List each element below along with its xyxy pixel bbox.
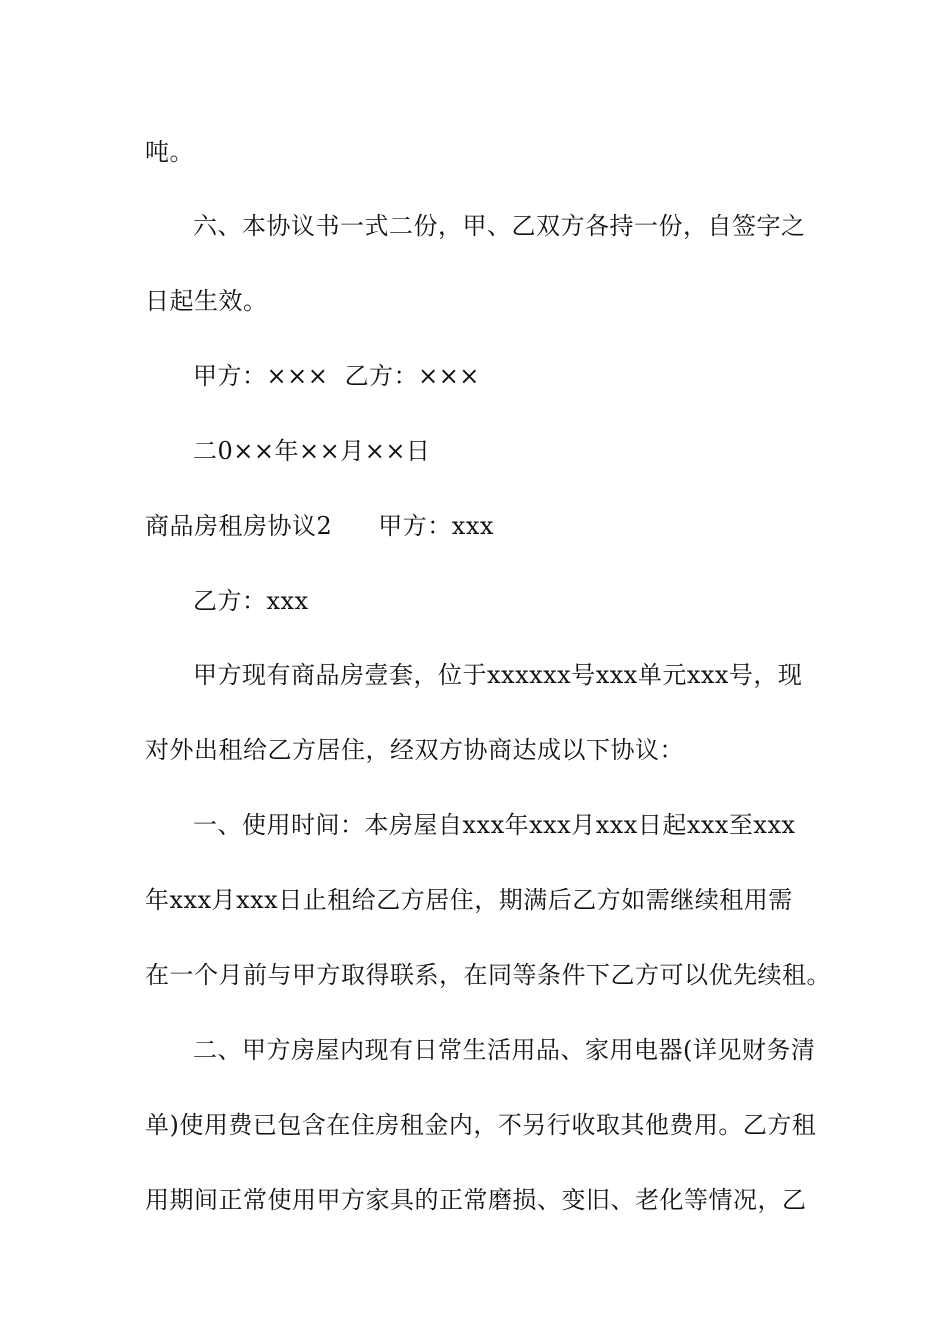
- text-line: 二、甲方房屋内现有日常生活用品、家用电器(详见财务清: [193, 1036, 816, 1064]
- signature-line: 甲方：××× 乙方：×××: [193, 362, 480, 390]
- text-line: 吨。: [145, 138, 194, 166]
- text-line: 一、使用时间：本房屋自xxx年xxx月xxx日起xxx至xxx: [193, 811, 796, 839]
- text-line: 用期间正常使用甲方家具的正常磨损、变旧、老化等情况，乙: [145, 1186, 807, 1214]
- text-line: 单)使用费已包含在住房租金内，不另行收取其他费用。乙方租: [145, 1111, 817, 1139]
- text-line: 对外出租给乙方居住，经双方协商达成以下协议：: [145, 736, 684, 764]
- text-line: 六、本协议书一式二份，甲、乙双方各持一份，自签字之: [193, 212, 806, 240]
- heading-line: [145, 511, 494, 541]
- party-a-label: 甲方：xxx: [378, 512, 494, 540]
- text-line: 在一个月前与甲方取得联系，在同等条件下乙方可以优先续租。: [145, 961, 831, 989]
- text-line: 日起生效。: [145, 287, 268, 315]
- text-line: 甲方现有商品房壹套，位于xxxxxx号xxx单元xxx号，现: [193, 661, 803, 689]
- party-b-line: 乙方：xxx: [193, 587, 309, 615]
- agreement-title: 商品房租房协议2: [145, 512, 333, 540]
- date-line: 二0××年××月××日: [193, 437, 431, 465]
- text-line: 年xxx月xxx日止租给乙方居住，期满后乙方如需继续租用需: [145, 886, 793, 914]
